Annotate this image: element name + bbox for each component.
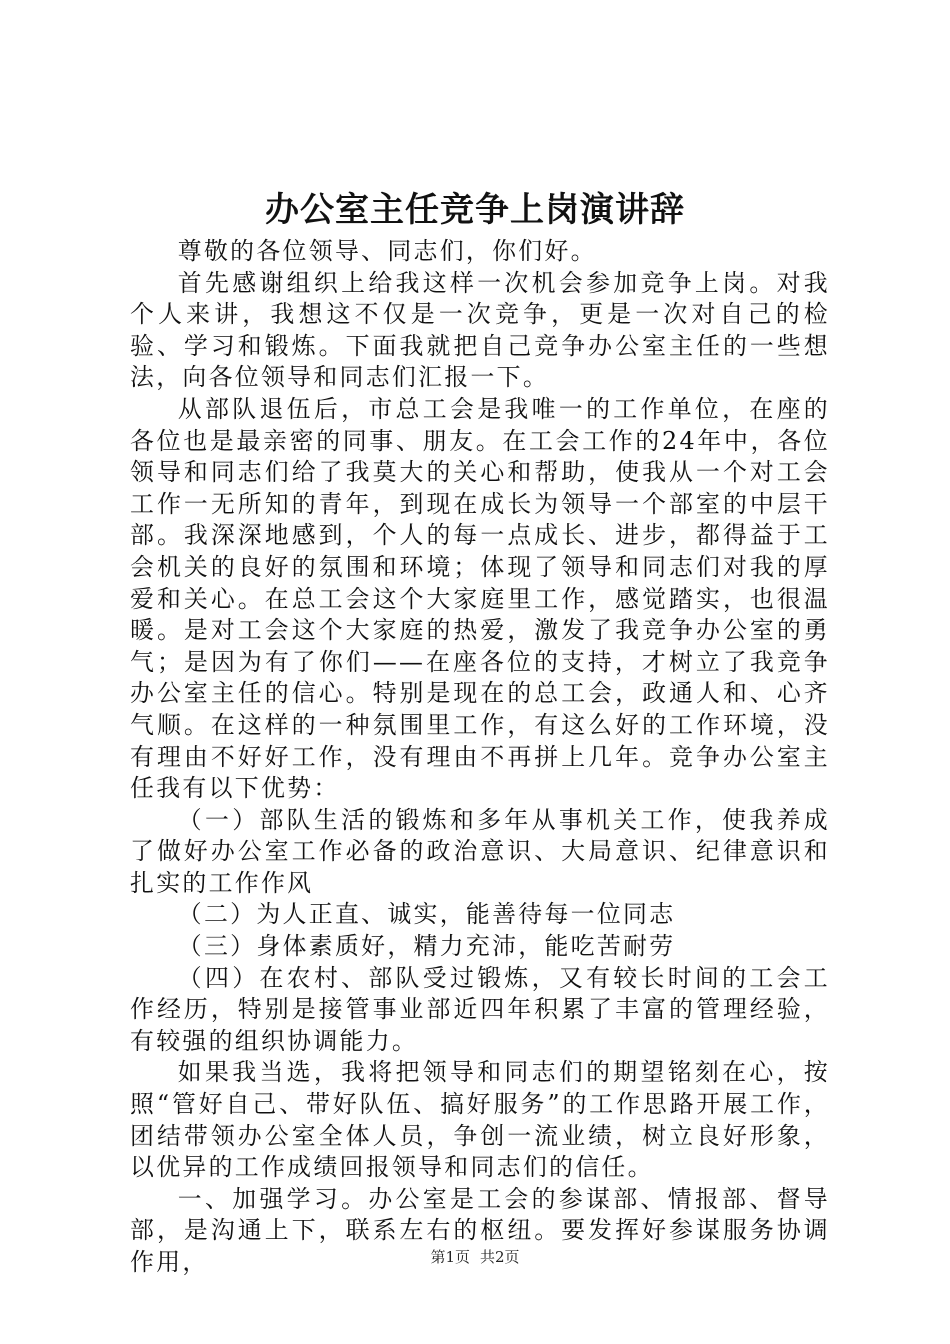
paragraph-advantage-4: （四）在农村、部队受过锻炼，又有较长时间的工会工作经历，特别是接管事业部近四年积累了丰富的管理经验，有较强的组织协调能力。: [130, 963, 830, 1055]
paragraph-advantage-3: （三）身体素质好，精力充沛，能吃苦耐劳: [177, 932, 676, 961]
page-total: 共2页: [480, 1248, 520, 1266]
page-number: 第1页: [430, 1248, 470, 1266]
paragraph-advantage-1: （一）部队生活的锻炼和多年从事机关工作，使我养成了做好办公室工作必备的政治意识、大局意识、纪律意识和扎实的工作作风: [130, 805, 830, 897]
paragraph-greeting: 尊敬的各位领导、同志们，你们好。: [177, 237, 597, 265]
paragraph-pledge: 如果我当选，我将把领导和同志们的期望铭刻在心，按照“管好自己、带好队伍、搞好服务”的工作思路开展工作，团结带领办公室全体人员，争创一流业绩，树立良好形象，以优异的工作成绩回报领导和同志们的信任。: [130, 1058, 830, 1182]
paragraph-advantage-2: （二）为人正直、诚实，能善待每一位同志: [177, 900, 676, 929]
paragraph-plan-1: 一、加强学习。办公室是工会的参谋部、情报部、督导部，是沟通上下，联系左右的枢纽。要发挥好参谋服务协调作用，: [130, 1184, 830, 1276]
document-title: 办公室主任竞争上岗演讲辞: [265, 190, 685, 230]
document-body: [130, 236, 830, 1279]
paragraph-background: 从部队退伍后，市总工会是我唯一的工作单位，在座的各位也是最亲密的同事、朋友。在工会工作的24年中，各位领导和同志们给了我莫大的关心和帮助，使我从一个对工会工作一无所知的青年，到现在成长为领导一个部室的中层干部。我深深地感到，个人的每一点成长、进步，都得益于工会机关的良好的氛围和环境；体现了领导和同志们对我的厚爱和关心。在总工会这个大家庭里工作，感觉踏实，也很温暖。是对工会这个大家庭的热爱，激发了我竞争办公室的勇气；是因为有了你们——在座各位的支持，才树立了我竞争办公室主任的信心。特别是现在的总工会，政通人和、心齐气顺。在这样的一种氛围里工作，有这么好的工作环境，没有理由不好好工作，没有理由不再拼上几年。竞争办公室主任我有以下优势：: [130, 394, 830, 803]
page-footer: [0, 1247, 950, 1267]
paragraph-intro: 首先感谢组织上给我这样一次机会参加竞争上岗。对我个人来讲，我想这不仅是一次竞争，更是一次对自己的检验、学习和锻炼。下面我就把自己竞争办公室主任的一些想法，向各位领导和同志们汇报一下。: [130, 268, 830, 392]
